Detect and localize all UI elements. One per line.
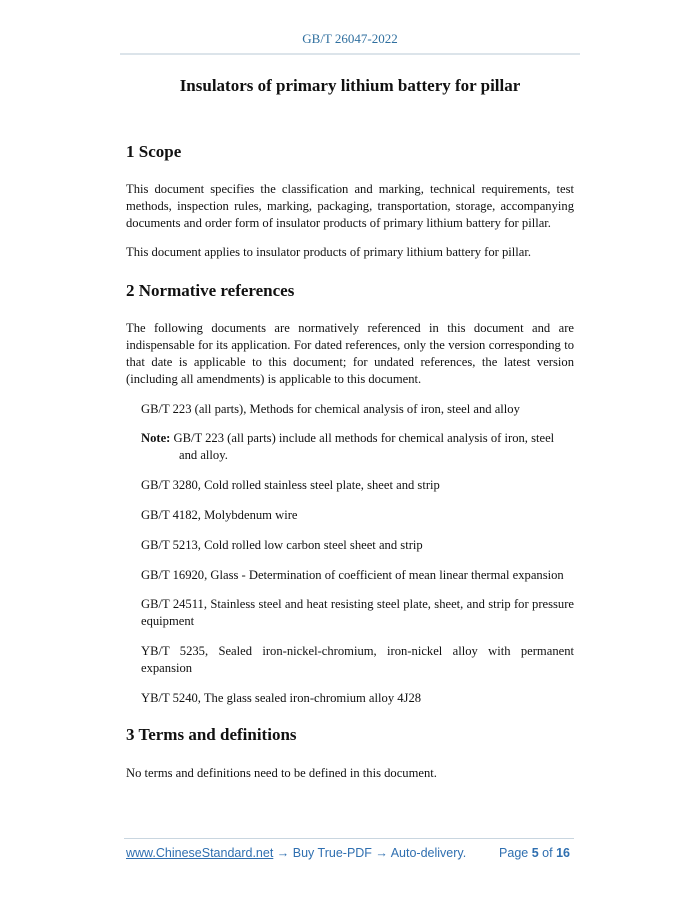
footer-promo-text: → Buy True-PDF → Auto-delivery. (273, 846, 467, 860)
of-label: of (542, 846, 553, 860)
reference-item: GB/T 16920, Glass - Determination of coefficient of mean linear thermal expansion (141, 568, 564, 582)
footer-promo (126, 846, 466, 860)
page-number: 5 (531, 846, 539, 860)
reference-item: GB/T 5213, Cold rolled low carbon steel sheet and strip (141, 538, 423, 552)
note-label: Note: (141, 431, 171, 445)
note (141, 430, 574, 464)
note-text-continued: and alloy. (179, 448, 228, 462)
footer-divider (124, 838, 574, 839)
reference-item: YB/T 5235, Sealed iron-nickel-chromium, iron-nickel alloy with permanent expansion (141, 644, 574, 675)
page-label: Page (499, 846, 529, 860)
paragraph: This document specifies the classification and marking, technical requirements, test methods, inspection rules, marking, packaging, transportation, storage, accompanying documents and order form of insulator products of primary lithium battery for pillar. (126, 182, 574, 230)
footer (126, 846, 574, 860)
page-total: 16 (556, 846, 570, 860)
section-heading-terms: 3 Terms and definitions (126, 725, 297, 744)
website-link[interactable]: www.ChineseStandard.net (126, 846, 274, 860)
reference-item: GB/T 3280, Cold rolled stainless steel plate, sheet and strip (141, 478, 440, 492)
header-doc-id: GB/T 26047-2022 (302, 31, 398, 46)
paragraph: The following documents are normatively referenced in this document and are indispensable for its application. For dated references, only the version corresponding to that date is applicable to this document; for undated references, the latest version (including all amendments) is applicable to this document. (126, 321, 574, 386)
paragraph: This document applies to insulator products of primary lithium battery for pillar. (126, 245, 532, 259)
reference-item: GB/T 223 (all parts), Methods for chemical analysis of iron, steel and alloy (141, 402, 520, 416)
reference-item: YB/T 5240, The glass sealed iron-chromium alloy 4J28 (141, 691, 422, 705)
page-indicator (499, 846, 574, 860)
section-heading-normative-references: 2 Normative references (126, 281, 295, 300)
reference-item: GB/T 24511, Stainless steel and heat resisting steel plate, sheet, and strip for pressure equipment (141, 597, 574, 628)
document-title: Insulators of primary lithium battery for pillar (179, 76, 521, 95)
header-divider (120, 53, 580, 55)
section-heading-scope: 1 Scope (126, 142, 182, 161)
reference-item: GB/T 4182, Molybdenum wire (141, 508, 298, 522)
paragraph: No terms and definitions need to be defined in this document. (126, 766, 437, 780)
note-text: GB/T 223 (all parts) include all methods for chemical analysis of iron, steel (173, 431, 555, 445)
